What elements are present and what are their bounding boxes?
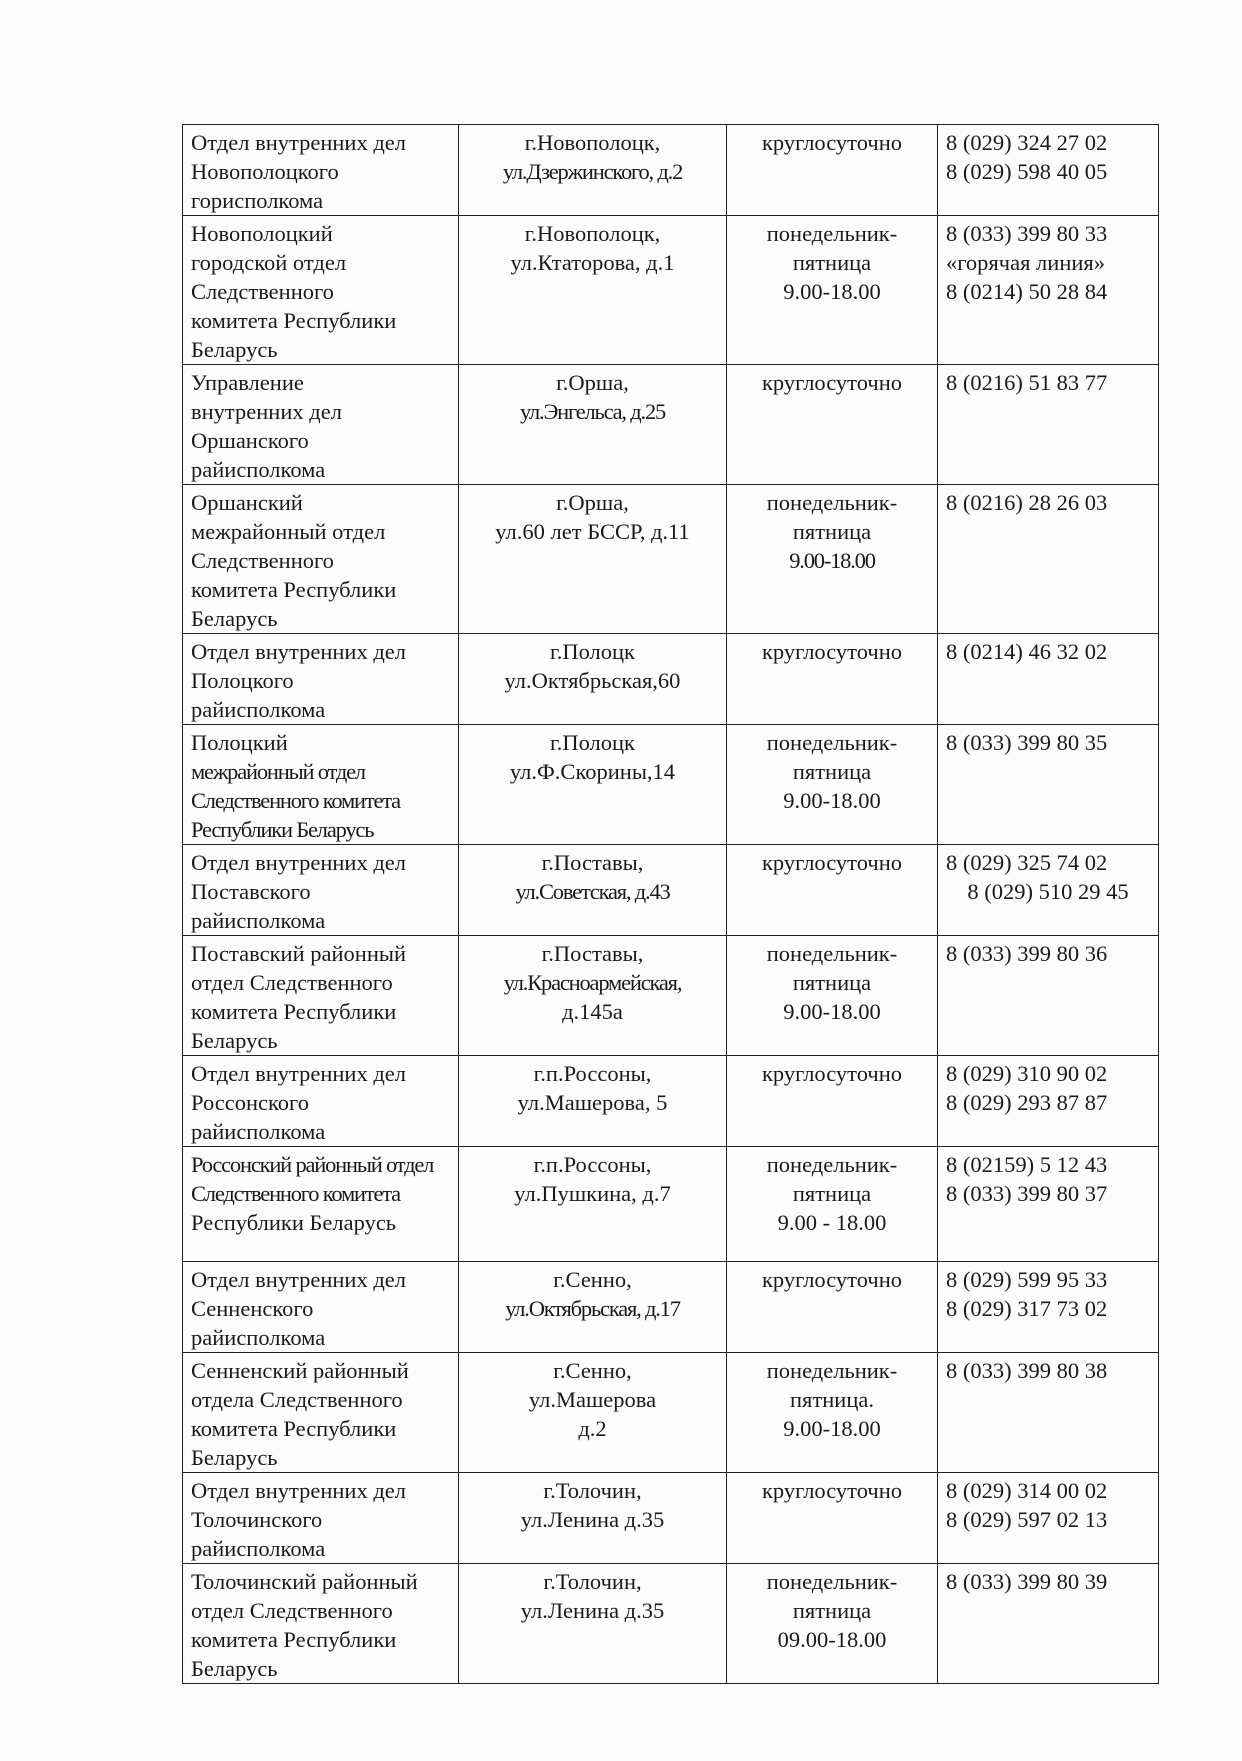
organization-line: Поставский районный xyxy=(191,941,407,966)
address-line: г.Поставы, xyxy=(541,941,644,966)
hours-line: круглосуточно xyxy=(761,1478,902,1503)
phones-line: 8 (0214) 50 28 84 xyxy=(946,279,1108,304)
address-cell xyxy=(459,936,727,1056)
phones-cell xyxy=(938,1056,1159,1147)
address-cell xyxy=(459,1564,727,1684)
phones-line: 8 (029) 597 02 13 xyxy=(946,1507,1108,1532)
organization-cell xyxy=(183,845,459,936)
phones-line: 8 (033) 399 80 33 xyxy=(946,221,1108,246)
address-line: г.Новополоцк, xyxy=(524,130,661,155)
table-row xyxy=(183,365,1159,485)
address-line: г.Поставы, xyxy=(541,850,644,875)
phones-line: 8 (029) 293 87 87 xyxy=(946,1090,1108,1115)
organization-line: Оршанский xyxy=(191,490,303,515)
phones-cell xyxy=(938,216,1159,365)
hours-cell xyxy=(727,634,938,725)
organization-cell xyxy=(183,365,459,485)
table-row xyxy=(183,216,1159,365)
hours-line: 9.00-18.00 xyxy=(783,279,881,304)
organization-cell xyxy=(183,936,459,1056)
address-line: г.Толочин, xyxy=(543,1478,642,1503)
address-cell xyxy=(459,1056,727,1147)
phones-line: 8 (029) 314 00 02 xyxy=(946,1478,1108,1503)
organization-line: Управление xyxy=(191,370,304,395)
organization-line: межрайонный отдел xyxy=(191,519,386,544)
address-line: ул.Советская, д.43 xyxy=(515,879,670,904)
organization-line: Новополоцкого xyxy=(191,159,339,184)
hours-line: пятница xyxy=(792,759,872,784)
organization-line: Беларусь xyxy=(191,606,278,631)
address-line: г.Орша, xyxy=(556,490,629,515)
hours-line: 9.00-18.00 xyxy=(783,999,881,1024)
address-line: г.Новополоцк, xyxy=(524,221,661,246)
hours-cell xyxy=(727,125,938,216)
hours-line: круглосуточно xyxy=(761,639,902,664)
hours-cell xyxy=(727,1473,938,1564)
address-line: ул.Энгельса, д.25 xyxy=(519,399,666,424)
table-row xyxy=(183,936,1159,1056)
organization-line: Полоцкий xyxy=(191,730,288,755)
hours-line: круглосуточно xyxy=(761,1061,902,1086)
phones-line: 8 (033) 399 80 37 xyxy=(946,1181,1108,1206)
hours-line: круглосуточно xyxy=(761,130,902,155)
address-line: ул.Машерова, 5 xyxy=(517,1090,668,1115)
phones-cell xyxy=(938,1262,1159,1353)
organization-cell xyxy=(183,1473,459,1564)
organization-line: райисполкома xyxy=(191,1325,326,1350)
organization-line: Следственного xyxy=(191,548,334,573)
organization-line: комитета Республики xyxy=(191,1416,397,1441)
address-line: ул.Октябрьская,60 xyxy=(504,668,681,693)
table-row xyxy=(183,1353,1159,1473)
organization-cell xyxy=(183,1147,459,1262)
organization-line: комитета Республики xyxy=(191,577,397,602)
organization-line: Отдел внутренних дел xyxy=(191,850,406,875)
organization-line: Россонский районный отдел xyxy=(191,1152,434,1177)
address-line: г.Полоцк xyxy=(550,730,635,755)
hours-line: понедельник- xyxy=(766,1358,898,1383)
organization-cell xyxy=(183,1353,459,1473)
address-cell xyxy=(459,365,727,485)
phones-cell xyxy=(938,845,1159,936)
organization-line: комитета Республики xyxy=(191,308,397,333)
organization-line: городской отдел xyxy=(191,250,347,275)
hours-line: пятница xyxy=(792,1598,872,1623)
organization-line: райисполкома xyxy=(191,1536,326,1561)
organization-line: Отдел внутренних дел xyxy=(191,1478,406,1503)
organization-line: Следственного комитета xyxy=(191,1181,400,1206)
hours-line: понедельник- xyxy=(766,221,898,246)
hours-line: круглосуточно xyxy=(761,850,902,875)
table-row xyxy=(183,634,1159,725)
organization-line: райисполкома xyxy=(191,1119,326,1144)
hours-line: пятница. xyxy=(790,1387,874,1412)
organization-line: Беларусь xyxy=(191,1445,278,1470)
hours-line: пятница xyxy=(792,970,872,995)
organization-cell xyxy=(183,1262,459,1353)
address-line: г.п.Россоны, xyxy=(533,1061,652,1086)
table-row xyxy=(183,485,1159,634)
phones-line: 8 (033) 399 80 35 xyxy=(946,730,1108,755)
hours-line: 9.00-18.00 xyxy=(789,548,875,573)
phones-line: 8 (0216) 51 83 77 xyxy=(946,370,1108,395)
address-line: ул.Октябрьская, д.17 xyxy=(505,1296,680,1321)
address-cell xyxy=(459,725,727,845)
hours-cell xyxy=(727,725,938,845)
phones-line: 8 (029) 598 40 05 xyxy=(946,159,1108,184)
address-line: г.Сенно, xyxy=(553,1267,632,1292)
phones-line: «горячая линия» xyxy=(946,250,1105,275)
table-row xyxy=(183,125,1159,216)
hours-line: круглосуточно xyxy=(761,1267,902,1292)
organization-line: Россонского xyxy=(191,1090,309,1115)
organization-line: Толочинский районный xyxy=(191,1569,418,1594)
hours-line: 9.00-18.00 xyxy=(783,1416,881,1441)
organization-cell xyxy=(183,1564,459,1684)
phones-cell xyxy=(938,1353,1159,1473)
organization-line: Сенненский районный xyxy=(191,1358,409,1383)
organization-line: межрайонный отдел xyxy=(191,759,365,784)
hours-cell xyxy=(727,1147,938,1262)
organization-line: Следственного комитета xyxy=(191,788,400,813)
address-cell xyxy=(459,125,727,216)
organization-line: райисполкома xyxy=(191,457,326,482)
hours-line: 9.00-18.00 xyxy=(783,788,881,813)
organization-line: райисполкома xyxy=(191,697,326,722)
address-line: г.Орша, xyxy=(556,370,629,395)
organization-line: Отдел внутренних дел xyxy=(191,1061,406,1086)
address-line: д.145а xyxy=(562,999,623,1024)
address-line: ул.Красноармейская, xyxy=(503,970,682,995)
hours-line: понедельник- xyxy=(766,1569,898,1594)
table-row xyxy=(183,1056,1159,1147)
address-line: ул.Ктаторова, д.1 xyxy=(510,250,675,275)
address-line: ул.Машерова xyxy=(528,1387,657,1412)
hours-line: пятница xyxy=(792,519,872,544)
address-cell xyxy=(459,845,727,936)
address-cell xyxy=(459,634,727,725)
phones-line: 8 (0216) 28 26 03 xyxy=(946,490,1108,515)
organization-line: Оршанского xyxy=(191,428,309,453)
address-line: ул.Дзержинского, д.2 xyxy=(502,159,683,184)
organization-line: Беларусь xyxy=(191,337,278,362)
phones-line: 8 (02159) 5 12 43 xyxy=(946,1152,1108,1177)
hours-line: 09.00-18.00 xyxy=(777,1627,887,1652)
organization-line: Республики Беларусь xyxy=(191,817,374,842)
organization-cell xyxy=(183,216,459,365)
address-cell xyxy=(459,1147,727,1262)
phones-line: 8 (033) 399 80 38 xyxy=(946,1358,1108,1383)
organization-line: отдел Следственного xyxy=(191,970,393,995)
phones-cell xyxy=(938,725,1159,845)
address-line: д.2 xyxy=(578,1416,607,1441)
phones-line: 8 (029) 317 73 02 xyxy=(946,1296,1108,1321)
phones-cell xyxy=(938,1473,1159,1564)
address-cell xyxy=(459,1353,727,1473)
hours-line: круглосуточно xyxy=(761,370,902,395)
organization-line: комитета Республики xyxy=(191,1627,397,1652)
contacts-table xyxy=(182,124,1159,1684)
phones-line: 8 (029) 510 29 45 xyxy=(967,879,1129,904)
phones-cell xyxy=(938,485,1159,634)
organization-line: райисполкома xyxy=(191,908,326,933)
phones-line: 8 (033) 399 80 36 xyxy=(946,941,1108,966)
hours-cell xyxy=(727,1056,938,1147)
phones-cell xyxy=(938,936,1159,1056)
table-row xyxy=(183,1147,1159,1262)
address-line: ул.Ленина д.35 xyxy=(520,1598,665,1623)
organization-line: Новополоцкий xyxy=(191,221,333,246)
hours-cell xyxy=(727,485,938,634)
hours-cell xyxy=(727,1564,938,1684)
address-line: ул.Ф.Скорины,14 xyxy=(509,759,676,784)
hours-cell xyxy=(727,845,938,936)
phones-line: 8 (029) 325 74 02 xyxy=(946,850,1108,875)
hours-line: понедельник- xyxy=(766,730,898,755)
phones-cell xyxy=(938,634,1159,725)
organization-line: Сенненского xyxy=(191,1296,314,1321)
phones-line: 8 (029) 324 27 02 xyxy=(946,130,1108,155)
hours-line: пятница xyxy=(792,250,872,275)
organization-line: Полоцкого xyxy=(191,668,294,693)
hours-cell xyxy=(727,936,938,1056)
address-line: ул.Ленина д.35 xyxy=(520,1507,665,1532)
table-row xyxy=(183,845,1159,936)
organization-line: отдел Следственного xyxy=(191,1598,393,1623)
address-cell xyxy=(459,216,727,365)
table-body xyxy=(183,125,1159,1684)
phones-cell xyxy=(938,1147,1159,1262)
address-line: г.п.Россоны, xyxy=(533,1152,652,1177)
table-row xyxy=(183,1564,1159,1684)
address-cell xyxy=(459,485,727,634)
organization-line: Беларусь xyxy=(191,1656,278,1681)
phones-line: 8 (033) 399 80 39 xyxy=(946,1569,1108,1594)
hours-line: 9.00 - 18.00 xyxy=(777,1210,887,1235)
address-line: г.Толочин, xyxy=(543,1569,642,1594)
organization-cell xyxy=(183,725,459,845)
address-line: ул.60 лет БССР, д.11 xyxy=(495,519,690,544)
organization-line: Толочинского xyxy=(191,1507,323,1532)
organization-cell xyxy=(183,485,459,634)
hours-line: понедельник- xyxy=(766,1152,898,1177)
table-row xyxy=(183,725,1159,845)
hours-cell xyxy=(727,216,938,365)
organization-line: Поставского xyxy=(191,879,311,904)
hours-line: понедельник- xyxy=(766,490,898,515)
hours-cell xyxy=(727,1353,938,1473)
hours-line: понедельник- xyxy=(766,941,898,966)
phones-line: 8 (029) 310 90 02 xyxy=(946,1061,1108,1086)
table-row xyxy=(183,1262,1159,1353)
organization-line: Отдел внутренних дел xyxy=(191,130,406,155)
organization-line: внутренних дел xyxy=(191,399,342,424)
organization-line: комитета Республики xyxy=(191,999,397,1024)
address-line: г.Сенно, xyxy=(553,1358,632,1383)
phones-cell xyxy=(938,1564,1159,1684)
hours-cell xyxy=(727,1262,938,1353)
organization-cell xyxy=(183,1056,459,1147)
address-cell xyxy=(459,1473,727,1564)
organization-line: Следственного xyxy=(191,279,334,304)
organization-line: отдела Следственного xyxy=(191,1387,403,1412)
phones-cell xyxy=(938,365,1159,485)
address-line: г.Полоцк xyxy=(550,639,635,664)
hours-cell xyxy=(727,365,938,485)
phones-cell xyxy=(938,125,1159,216)
organization-line: Отдел внутренних дел xyxy=(191,639,406,664)
phones-line: 8 (0214) 46 32 02 xyxy=(946,639,1108,664)
address-line: ул.Пушкина, д.7 xyxy=(514,1181,671,1206)
table-row xyxy=(183,1473,1159,1564)
organization-line: Отдел внутренних дел xyxy=(191,1267,406,1292)
organization-line: горисполкома xyxy=(191,188,324,213)
organization-cell xyxy=(183,634,459,725)
organization-line: Беларусь xyxy=(191,1028,278,1053)
hours-line: пятница xyxy=(792,1181,872,1206)
address-cell xyxy=(459,1262,727,1353)
organization-line: Республики Беларусь xyxy=(191,1210,397,1235)
organization-cell xyxy=(183,125,459,216)
phones-line: 8 (029) 599 95 33 xyxy=(946,1267,1108,1292)
